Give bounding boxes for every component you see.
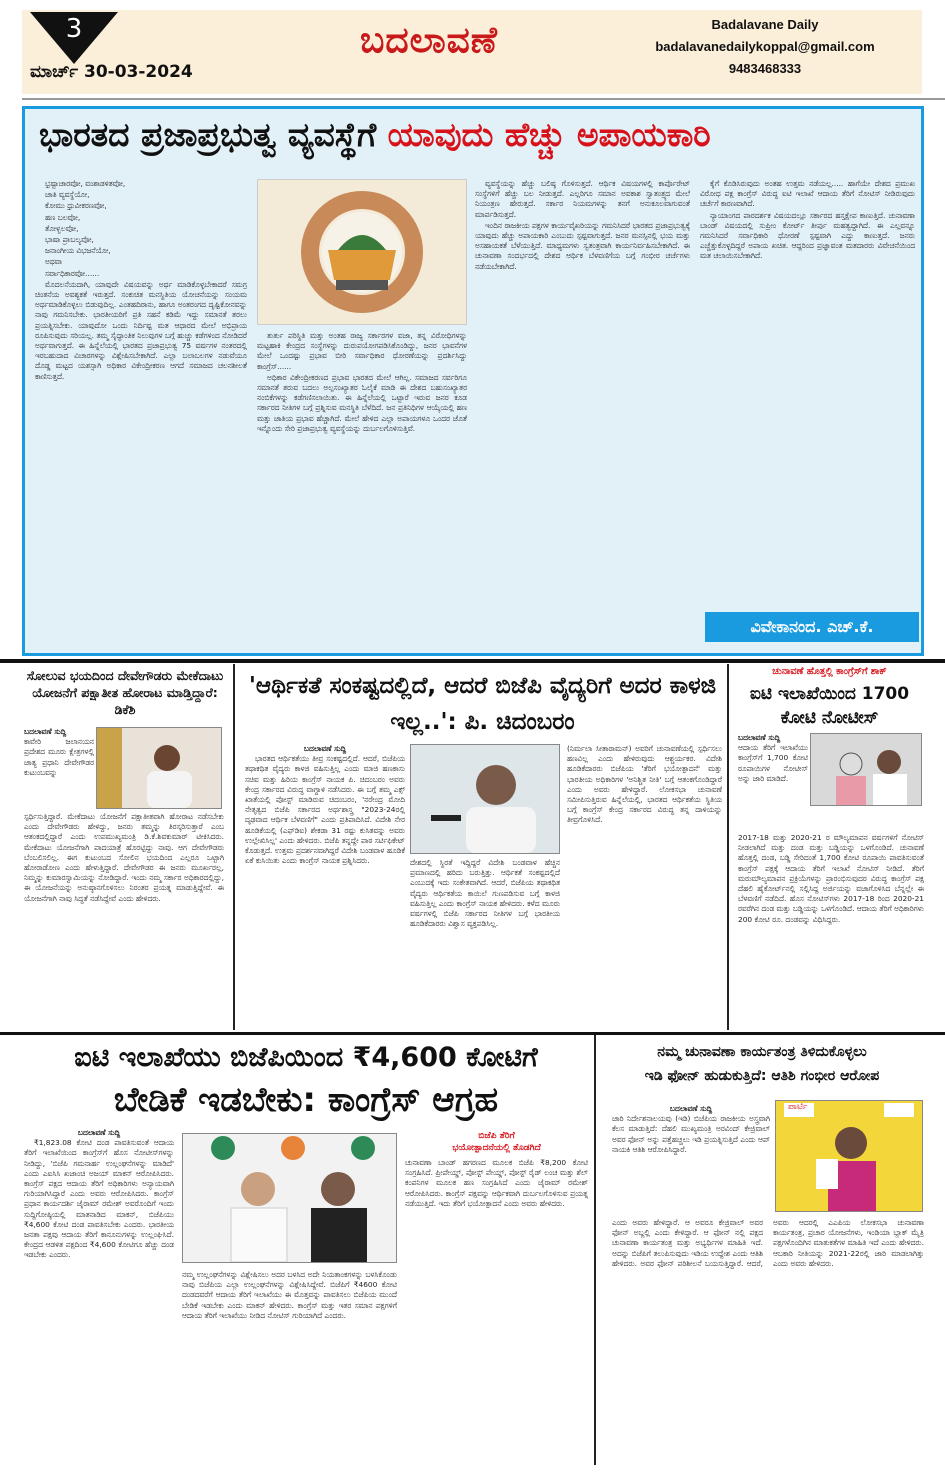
para: ಕೈಗೆ ಕೊಡಿಸಿರುವುದು ಅಂತಹ ಉತ್ತಮ ನಡೆಯಲ್ಲ..... ಹಾಗೆಯೇ ದೇಶದ ಪ್ರಮುಖ ವಿರೋಧ ಪಕ್ಷ ಕಾಂಗ್ರೆಸ್ ವಿರುದ್ಧ ಐಟಿ ಇಲಾಖೆ ಆದಾಯ ತೆರಿಗೆ ನೋಟಿಸ್ ನೀಡಿರುವುದು ಚರ್ಚೆಗೆ ಕಾರಣವಾಗಿದೆ. <box>700 179 915 209</box>
issue-date: ಮಾರ್ಚ್ 30-03-2024 <box>30 62 193 82</box>
para: ಭ್ರಷ್ಟಾಚಾರವೋ, ವಂಶಾಡಳಿತವೋ, <box>45 179 126 188</box>
author-byline: ವಿವೇಕಾನಂದ. ಎಚ್.ಕೆ. <box>705 612 919 642</box>
paper-name: Badalavane Daily <box>711 17 819 32</box>
para: ₹1,823.08 ಕೋಟಿ ದಂಡ ಪಾವತಿಸುವಂತೆ ಆದಾಯ ತೆರಿಗೆ ಇಲಾಖೆಯಿಂದ ಕಾಂಗ್ರೆಸ್‌ಗೆ ಹೊಸ ನೋಟೀಸ್‌ಗಳನ್ನು ನೀಡಿದ್ದು, 'ಬಿಜೆಪಿ ಗಮನಾರ್ಹ ಉಲ್ಲಂಘನೆಗಳನ್ನು ಮಾಡಿದೆ' ಎಂದು ಎಐಸಿಸಿ ಖಜಾಂಚಿ ಅಜಯ್ ಮಾಕನ್ ಆರೋಪಿಸಿದರು. ಕಾಂಗ್ರೆಸ್ ಪಕ್ಷದ ಆದಾಯ ತೆರಿಗೆ ಅಧಿಕಾರಿಗಳು ಅನ್ಯಾಯವಾಗಿ ಗುರಿಯಾಗಿಸಿದ್ದಾರೆ ಎಂದು ಅವರು ಆರೋಪಿಸಿದರು. ಕಾಂಗ್ರೆಸ್ ಪ್ರಧಾನ ಕಾರ್ಯದರ್ಶಿ ಜೈರಾಮ್ ರಮೇಶ್ ಅವರೊಂದಿಗೆ ಇಂದು ಸುದ್ದಿಗೋಷ್ಠಿಯಲ್ಲಿ ಮಾತನಾಡಿದ ಮಾಕನ್, ಬಿಜೆಪಿಯು ₹4,600 ಕೋಟಿ ದಂಡ ಪಾವತಿಸಬೇಕು ಎಂದರು. ಭಾರತೀಯ ಜನತಾ ಪಕ್ಷವು ಆದಾಯ ತೆರಿಗೆ ಕಾನೂನುಗಳನ್ನು ಉಲ್ಲಂಘಿಸಿದೆ. ಕೇಂದ್ರದ ಆಡಳಿತ ಪಕ್ಷದಿಂದ ₹4,600 ಕೋಟಿಗೂ ಹೆಚ್ಚು ದಂಡ ಇಡಬೇಕು ಎಂದರು. <box>24 1138 174 1260</box>
headline-line: ಬೇಡಿಕೆ ಇಡಬೇಕು: ಕಾಂಗ್ರೆಸ್ ಆಗ್ರಹ <box>113 1080 499 1120</box>
story-subhead <box>405 1130 588 1154</box>
story-lead <box>24 727 94 807</box>
headline-line: ಇಡಿ ಫೋನ್ ಹುಡುಕುತ್ತಿದೆ: ಆತಿಶಿ ಗಂಭೀರ ಆರೋಪ <box>644 1068 880 1084</box>
story-column: ನಮ್ಮ ಉಲ್ಲಂಘನೆಗಳನ್ನು ವಿಶ್ಲೇಷಿಸಲು ಅದರ ಬಳಸಿದ ಅದೇ ನಿಯತಾಂಕಗಳನ್ನು ಬಳಸಿಕೊಂಡು ನಾವು ಬಿಜೆಪಿಯ ಎಲ್ಲಾ ಉಲ್ಲಂಘನೆಗಳನ್ನು ವಿಶ್ಲೇಷಿಸಿದ್ದೇವೆ. ಬಿಜೆಪಿಗೆ ₹4600 ಕೋಟಿ ದಂಡದವರೆಗೆ ಆದಾಯ ತೆರಿಗೆ ಇಲಾಖೆಯು ಈ ಮೊತ್ತವನ್ನು ಪಾವತಿಸಲು ಬಿಜೆಪಿಯ ಮುಂದೆ ಬೇಡಿಕೆ ಇಡಬೇಕು ಎಂದು ಮಾಕನ್ ಹೇಳಿದರು. ಕಾಂಗ್ರೆಸ್ ಮತ್ತು ಇತರ ಸಮಾನ ಪಕ್ಷಗಳಿಗೆ ಆದಾಯ ತೆರಿಗೆ ಇಲಾಖೆಯು ನೀಡಿದ ನೋಟಿಸ್ ಗುರಿಯಾಗಿದೆ ಎಂದರು. <box>182 1270 397 1320</box>
para: ಇಂದಿನ ರಾಜಕೀಯ ಪಕ್ಷಗಳ ಕಾರ್ಯವೈಖರಿಯನ್ನು ಗಮನಿಸಿದರೆ ಭಾರತದ ಪ್ರಜಾಪ್ರಭುತ್ವಕ್ಕೆ ಯಾವುದು ಹೆಚ್ಚು ಅಪಾಯಕಾರಿ ಎಂಬುದು ಸ್ಪಷ್ಟವಾಗುತ್ತದೆ. ಜನರ ಮನಸ್ಸಿನಲ್ಲಿ ಭಯ ಮತ್ತು ಅಸಹಾಯಕತೆ ಬೆಳೆಯುತ್ತಿದೆ. ಮಾಧ್ಯಮಗಳು ಸ್ವತಂತ್ರವಾಗಿ ಕಾರ್ಯನಿರ್ವಹಿಸಬೇಕಾಗಿದೆ. ಈ ಚುನಾವಣಾ ಸಂದರ್ಭದಲ್ಲಿ ದೇಶದ ಆರ್ಥಿಕ ಬೆಳವಣಿಗೆಯ ಬಗ್ಗೆ ಗಂಭೀರ ಚರ್ಚೆಗಳು ನಡೆಯಬೇಕಾಗಿದೆ. <box>475 220 690 271</box>
headline-part: ಭಾರತದ ಪ್ರಜಾಪ್ರಭುತ್ವ ವ್ಯವಸ್ಥೆಗೆ <box>39 115 388 154</box>
atishi-photo <box>775 1100 923 1212</box>
lead-article <box>22 106 924 656</box>
column-divider <box>233 664 235 1030</box>
credit: ಬದಲಾವಣೆ ಸುದ್ದಿ <box>24 727 67 736</box>
para: ನ್ಯಾಯಾಂಗದ ಪಾರದರ್ಶಕ ವಿಷಯದಲ್ಲೂ ಸರ್ಕಾರದ ಹಸ್ತಕ್ಷೇಪ ಕಾಣುತ್ತಿದೆ. ಚುನಾವಣಾ ಬಾಂಡ್ ವಿಷಯದಲ್ಲಿ ಸುಪ್ರೀಂ ಕೋರ್ಟ್ ತೀರ್ಪು ಮಹತ್ವದ್ದಾಗಿದೆ. ಈ ಎಲ್ಲವನ್ನೂ ಗಮನಿಸಿದರೆ ಸರ್ವಾಧಿಕಾರಿ ಧೋರಣೆ ಸ್ಪಷ್ಟವಾಗಿ ಎದ್ದು ಕಾಣುತ್ತದೆ. ಜನರು ಎಚ್ಚೆತ್ತುಕೊಳ್ಳದಿದ್ದರೆ ಅಪಾಯ ಖಚಿತ. ಆದ್ದರಿಂದ ಪ್ರಜ್ಞಾವಂತ ಮತದಾರರು ವಿವೇಚನೆಯಿಂದ ಮತ ಚಲಾಯಿಸಬೇಕಾಗಿದೆ. <box>700 210 915 261</box>
credit: ಬದಲಾವಣೆ ಸುದ್ದಿ <box>303 744 347 753</box>
contact-info <box>640 14 890 80</box>
divider <box>0 659 945 663</box>
lead-column-4 <box>700 179 915 604</box>
story-lead <box>612 1104 770 1216</box>
headline-line: ನಮ್ಮ ಚುನಾವಣಾ ಕಾರ್ಯತಂತ್ರ ತಿಳಿದುಕೊಳ್ಳಲು <box>657 1044 867 1060</box>
headline-part-red: ಯಾವುದು ಹೆಚ್ಚು ಅಪಾಯಕಾರಿ <box>387 115 711 154</box>
para: ತುರ್ತು ಪರಿಸ್ಥಿತಿ ಮತ್ತು ಅಂತಹ ರಾಜ್ಯ ಸರ್ಕಾರಗಳ ವಜಾ, ತನ್ನ ವಿರೋಧಿಗಳನ್ನು ಮಟ್ಟಹಾಕಿ ಕೇಂದ್ರದ ಸಂಸ್ಥೆಗಳನ್ನು ದುರುಪಯೋಗಪಡಿಸಿಕೊಂಡಿದ್ದು, ಜನರ ಭಾವನೆಗಳ ಮೇಲೆ ಒಂದಷ್ಟು ಪ್ರಭಾವ ಬೀರಿ ಸರ್ವಾಧಿಕಾರ ಧೋರಣೆಯನ್ನು ಪ್ರದರ್ಶಿಸಿದ್ದು ಕಾಂಗ್ರೆಸ್...... <box>257 331 467 371</box>
divider <box>0 1032 945 1035</box>
story-column: (ನಿರ್ಮಲಾ ಸೀತಾರಾಮನ್) ಅವರಿಗೆ ಚುನಾವಣೆಯಲ್ಲಿ ಸ್ಪರ್ಧಿಸಲು ಹಣವಿಲ್ಲ ಎಂದು ಹೇಳಿರುವುದು ಆಶ್ಚರ್ಯಕರ. ವಿದೇಶಿ ಹೂಡಿಕೆದಾರರು ಬಿಜೆಪಿಯ 'ತೆರಿಗೆ ಭಯೋತ್ಪಾದನೆ' ಮತ್ತು ಭಾರತೀಯ ಅಧಿಕಾರಿಗಳ 'ಅನಿಶ್ಚಿತ ನೀತಿ' ಬಗ್ಗೆ ಆತಂಕಗೊಂಡಿದ್ದಾರೆ ಎಂದು ಅವರು ಹೇಳಿದ್ದಾರೆ. ಲೋಕಸಭಾ ಚುನಾವಣೆ ಸಮೀಪಿಸುತ್ತಿರುವ ಹಿನ್ನೆಲೆಯಲ್ಲಿ, ಭಾರತದ ಆರ್ಥಿಕತೆಯ ಸ್ಥಿತಿಯ ಬಗ್ಗೆ ಕಾಂಗ್ರೆಸ್ ಕೇಂದ್ರ ಸರ್ಕಾರದ ವಿರುದ್ಧ ತನ್ನ ದಾಳಿಯನ್ನು ತೀವ್ರಗೊಳಿಸಿದೆ. <box>567 744 722 825</box>
para: ಭಾರತದ ಆರ್ಥಿಕತೆಯು ತೀವ್ರ ಸಂಕಷ್ಟದಲ್ಲಿದೆ. ಆದರೆ, ಬಿಜೆಪಿಯ ತಥಾಕಥಿತ ವೈದ್ಯರು ಕಾಳಜಿ ವಹಿಸುತ್ತಿಲ್ಲ ಎಂದು ಮಾಜಿ ಹಣಕಾಸು ಸಚಿವ ಮತ್ತು ಹಿರಿಯ ಕಾಂಗ್ರೆಸ್ ನಾಯಕ ಪಿ. ಚಿದಂಬರಂ ಅವರು ಕೇಂದ್ರ ಸರ್ಕಾರದ ವಿರುದ್ಧ ವಾಗ್ದಾಳಿ ನಡೆಸಿದರು. ಈ ಬಗ್ಗೆ ತಮ್ಮ ಎಕ್ಸ್ ಖಾತೆಯಲ್ಲಿ ಪೋಸ್ಟ್ ಮಾಡಿರುವ ಚಿದಂಬರಂ, 'ನರೇಂದ್ರ ಮೋದಿ ನೇತೃತ್ವದ ಬಿಜೆಪಿ ಸರ್ಕಾರದ ಅರ್ಥಶಾಸ್ತ್ರ "2023-24ರಲ್ಲಿ ದೃಢವಾದ ಆರ್ಥಿಕ ಬೆಳವಣಿಗೆ" ಎಂದು ಪ್ರತಿಪಾದಿಸಿದೆ. ವಿದೇಶಿ ನೇರ ಹೂಡಿಕೆಯಲ್ಲಿ (ಎಫ್‌ಡಿಐ) ಶೇಕಡಾ 31 ರಷ್ಟು ಕುಸಿತವನ್ನು ಅವರು ಉಲ್ಲೇಖಿಸಿಲ್ಲ' ಎಂದು ಹೇಳಿದರು. ಬಿಜೆಪಿ ತನ್ನದ್ದೇ ಪಾಠ ಸರ್ಟಿಫಿಕೇಟ್ ಕೊಡುತ್ತದೆ. ಉತ್ತಮ ಪ್ರದರ್ಶನವಾಗಿದ್ದರೆ ವಿದೇಶಿ ಬಂಡವಾಳ ಹೂಡಿಕೆ ಏಕೆ ಕುಸಿಯಿತು ಎಂದು ಕಾಂಗ್ರೆಸ್ ನಾಯಕ ಪ್ರಶ್ನಿಸಿದರು. <box>245 754 405 866</box>
story-headline <box>22 1037 590 1121</box>
story-body: 2017-18 ಮತ್ತು 2020-21 ರ ಮೌಲ್ಯಮಾಪನ ವರ್ಷಗಳಿಗೆ ನೋಟಿಸ್ ನೀಡಲಾಗಿದೆ ಮತ್ತು ದಂಡ ಮತ್ತು ಬಡ್ಡಿಯನ್ನು ಒಳಗೊಂಡಿದೆ. ಚುನಾವಣೆ ಹೊತ್ತಲ್ಲಿ ದಂಡ, ಬಡ್ಡಿ ಸೇರಿದಂತೆ 1,700 ಕೋಟಿ ರೂಪಾಯಿ ಪಾವತಿಸುವಂತೆ ಕಾಂಗ್ರೆಸ್ ಪಕ್ಷಕ್ಕೆ ಆದಾಯ ತೆರಿಗೆ ಇಲಾಖೆ ನೋಟಿಸ್ ನೀಡಿದೆ. ತೆರಿಗೆ ಮರುಮೌಲ್ಯಮಾಪನ ಪ್ರಕ್ರಿಯೆಗಳನ್ನು ಪ್ರಾರಂಭಿಸುವುದರ ವಿರುದ್ಧ ಕಾಂಗ್ರೆಸ್ ಪಕ್ಷ ದೆಹಲಿ ಹೈಕೋರ್ಟ್‌ನಲ್ಲಿ ಸಲ್ಲಿಸಿದ್ದ ಅರ್ಜಿಯನ್ನು ವಜಾಗೊಳಿಸಿದ ಬೆನ್ನಲ್ಲೇ ಈ ಬೆಳವಣಿಗೆ ನಡೆದಿದೆ. ಹೊಸ ನೋಟಿಸ್‌ಗಳು 2017-18 ರಿಂದ 2020-21 ರವರೆಗಿನ ದಂಡ ಮತ್ತು ಬಡ್ಡಿಯನ್ನು ಒಳಗೊಂಡಿದೆ. ಆದಾಯ ತೆರಿಗೆ ಅಧಿಕಾರಿಗಳು 200 ಕೋಟಿ ರೂ. ದಂಡವನ್ನು ವಿಧಿಸಿದ್ದರು. <box>738 833 924 924</box>
lead-headline <box>39 115 919 155</box>
story-lead <box>738 733 808 833</box>
story-column: ದೇಶದಲ್ಲಿ ಸ್ಥಿರತೆ ಇದ್ದಿದ್ದರೆ ವಿದೇಶಿ ಬಂಡವಾಳ ಹೆಚ್ಚಿನ ಪ್ರಮಾಣದಲ್ಲಿ ಹರಿದು ಬರುತ್ತಿತ್ತು. ಆರ್ಥಿಕತೆ ಸಂಕಷ್ಟದಲ್ಲಿದೆ ಎಂಬುದಕ್ಕೆ ಇದು ಸಂಕೇತವಾಗಿದೆ. ಆದರೆ, ಬಿಜೆಪಿಯ ತಥಾಕಥಿತ ವೈದ್ಯರು ಆರ್ಥಿಕತೆಯ ಕಾಯಿಲೆ ಗುಣಪಡಿಸುವ ಬಗ್ಗೆ ಕಾಳಜಿ ವಹಿಸುತ್ತಿಲ್ಲ ಎಂದು ಕಾಂಗ್ರೆಸ್ ನಾಯಕ ಹೇಳಿದರು. ಕಳೆದ ಮೂರು ವರ್ಷಗಳಲ್ಲಿ ಬಿಜೆಪಿ ಸರ್ಕಾರದ ನೀತಿಗಳ ಬಗ್ಗೆ ಭಾರತೀಯ ಹೂಡಿಕೆದಾರರು ವಿಶ್ವಾಸ ವ್ಯಕ್ತಪಡಿಸಿಲ್ಲ. <box>410 858 560 929</box>
story-body: ಎಂದು ಅವರು ಹೇಳಿದ್ದಾರೆ. ಆ ಅವರೂ ಕೇಜ್ರಿವಾಲ್ ಅವರ ಫೋನ್ ಅಬ್ದಲ್ಲಿ ಎಂದು ಕೇಳಿದ್ದಾರೆ. ಆ ಫೋನ್ ನಲ್ಲಿ ಪಕ್ಷದ ಚುನಾವಣಾ ಕಾರ್ಯತಂತ್ರ ಮತ್ತು ಅಭ್ಯರ್ಥಿಗಳ ಮಾಹಿತಿ ಇದೆ. ಅದನ್ನು ಬಿಜೆಪಿಗೆ ತಲುಪಿಸುವುದು ಇಡಿಯ ಉದ್ದೇಶ ಎಂದು ಆತಿಶಿ ಹೇಳಿದರು. ಅವರ ಫೋನ್ ಪರಿಶೀಲನೆ ಬಯಸುತ್ತಿದ್ದಾರೆ. ಆದರೆ, ಅವರು ಆದರಲ್ಲಿ ಎಎಪಿಯ ಲೋಕಸಭಾ ಚುನಾವಣಾ ಕಾರ್ಯತಂತ್ರ, ಪ್ರಚಾರ ಯೋಜನೆಗಳು, ಇಂಡಿಯಾ ಬ್ಲಾಕ್ ಮೈತ್ರಿ ಪಕ್ಷಗಳೊಂದಿಗಿನ ಮಾತುಕತೆಗಳ ಮಾಹಿತಿ ಇದೆ ಎಂದು ಹೇಳಿದರು. ಆಬಕಾರಿ ನೀತಿಯನ್ನು 2021-22ರಲ್ಲಿ ಜಾರಿ ಮಾಡಲಾಗಿತ್ತು ಎಂದು ಅವರು ಹೇಳಿದರು. <box>612 1218 924 1268</box>
para: ಹಣ ಬಲವೋ, <box>45 212 81 222</box>
story-column: ಚುನಾವಣಾ ಬಾಂಡ್ ಹಗರಣದ ಮೂಲಕ ಬಿಜೆಪಿ ₹8,200 ಕೋಟಿ ಸಂಗ್ರಹಿಸಿದೆ. ಪ್ರೀಪೇಯ್ಡ್, ಪೋಸ್ಟ್ ಪೇಯ್ಡ್, ಪೋಸ್ಟ್ ರೈಡ್ ಲಂಚ ಮತ್ತು ಶೆಲ್ ಕಂಪನಿಗಳ ಮೂಲಕ ಹಣ ಸಂಗ್ರಹಿಸಿದೆ ಎಂದು ಜೈರಾಮ್ ರಮೇಶ್ ಆರೋಪಿಸಿದರು. ಕಾಂಗ್ರೆಸ್ ಪಕ್ಷವನ್ನು ಆರ್ಥಿಕವಾಗಿ ದುರ್ಬಲಗೊಳಿಸುವ ಪ್ರಯತ್ನ ನಡೆಯುತ್ತಿದೆ. ಇದು ತೆರಿಗೆ ಭಯೋತ್ಪಾದನೆ ಎಂದು ಅವರು ಹೇಳಿದರು. <box>405 1158 588 1208</box>
story-column <box>245 744 405 1026</box>
email[interactable]: badalavanedailykoppal@gmail.com <box>655 39 875 54</box>
para: ತೋಳ್ಬಲವೋ, <box>45 223 79 233</box>
story-column <box>24 1128 174 1463</box>
photo-sign: ಪಾರ್ಟಿ <box>788 1102 808 1112</box>
story-headline: ಸೋಲುವ ಭಯದಿಂದ ದೇವೇಗೌಡರು ಮೇಕೆದಾಟು ಯೋಜನೆಗೆ ಪಕ್ಷಾತೀತ ಹೋರಾಟ ಮಾಡ್ತಿದ್ದಾರೆ: ಡಿಕೆಶಿ <box>26 668 224 717</box>
page-number: 3 <box>65 14 83 44</box>
lead-text: ಕಾವೇರಿ ಜಲಾನಯನ ಪ್ರದೇಶದ ಮೂರು ಕ್ಷೇತ್ರಗಳಲ್ಲಿ ಜಾತ್ಯ ಪ್ರಧಾನಿ ದೇವೇಗೌಡರ ಕುಟುಂಬವನ್ನು <box>24 737 94 777</box>
congress-press-meet-photo <box>182 1133 397 1263</box>
column-divider <box>594 1035 596 1465</box>
chidambaram-photo <box>410 744 560 854</box>
column-divider <box>727 664 729 1030</box>
subhead-line: ಭಯೋತ್ಪಾದನೆಯಲ್ಲಿ ತೊಡಗಿದೆ <box>452 1143 541 1154</box>
credit: ಬದಲಾವಣೆ ಸುದ್ದಿ <box>77 1128 121 1137</box>
story-headline: 'ಆರ್ಥಿಕತೆ ಸಂಕಷ್ಟದಲ್ಲಿದೆ, ಆದರೆ ಬಿಜೆಪಿ ವೈದ್ಯರಿಗೆ ಅದರ ಕಾಳಜಿ ಇಲ್ಲ..': ಪಿ. ಚಿದಂಬರಂ <box>248 673 717 735</box>
credit: ಬದಲಾವಣೆ ಸುದ್ದಿ <box>738 733 781 742</box>
para: ಭಾಷಾ ಪ್ರಾಬಲ್ಯವೋ, <box>45 235 94 245</box>
story-kicker: ಚುನಾವಣೆ ಹೊತ್ತಲ್ಲಿ ಕಾಂಗ್ರೆಸ್‌ಗೆ ಶಾಕ್ <box>772 666 887 677</box>
para: ಅಥವಾ <box>45 257 62 267</box>
headline-line: ಐಟಿ ಇಲಾಖೆಯು ಬಿಜೆಪಿಯಿಂದ ₹4,600 ಕೋಟಿಗೆ <box>74 1042 538 1073</box>
para: ಜಾತಿ ವ್ಯವಸ್ಥೆಯೋ, <box>45 190 90 200</box>
phone: 9483468333 <box>728 61 802 76</box>
para: ಜನಾಂಗೀಯ ವಿಭಜನೆಯೋ, <box>45 246 111 256</box>
hands-around-parliament-illustration <box>257 179 467 325</box>
para: ಮೊದಲನೆಯದಾಗಿ, ಯಾವುದೇ ವಿಷಯವನ್ನು ಅರ್ಥ ಮಾಡಿಕೊಳ್ಳಬೇಕಾದರೆ ಸಮಗ್ರ ಚಿಂತನೆಯ ಅವಶ್ಯಕತೆ ಇರುತ್ತದೆ. ಸಂಕುಚಿತ ಮನಸ್ಥಿತಿಯ ಯೋಚನೆಯನ್ನು ಸಂಯಮ ಅರ್ಥಮಾಡಿಕೊಳ್ಳಲು ಬಿಡುವುದಿಲ್ಲ. ಎಂತಹದಿರಾನು, ಹಾಗೂ ಅಂತರಂಗದ ದೃಷ್ಟಿಕೋನವನ್ನು ನಾವು ಗಮನಿಸಬೇಕು. ಭಾರತೀಯರಿಗೆ ಪ್ರತಿ ಸಹನೆ ಕಡಿಮೆ ಇದ್ದು ಸಮಾನತೆ ತರಲು ಪ್ರಯತ್ನಿಸಬೇಕು. ಯಾವುದೋ ಒಂದು ನಿರ್ದಿಷ್ಟ ಮತ ಆಧಾರದ ಮೇಲೆ ಅಭಿಪ್ರಾಯ ರೂಪಿಸುವುದು ಸರಿಯಲ್ಲ. ತಮ್ಮ ಸೈದ್ಧಾಂತಿಕ ನಿಲುವುಗಳ ಬಗ್ಗೆ ಹುಚ್ಚು ಕಡೆಗಳಿಂದ ನೋಡಿದರೆ ಅರ್ಥವಾಗುತ್ತದೆ. ಈ ಹಿನ್ನೆಲೆಯಲ್ಲಿ ಭಾರತದ ಪ್ರಜಾಪ್ರಭುತ್ವ 75 ವರ್ಷಗಳ ನಂತರದಲ್ಲಿ ಇರಬಹುದಾದ ವಿಚಾರಗಳನ್ನು ವಿಶ್ಲೇಷಿಸಬೇಕಾಗಿದೆ. ಎಲ್ಲಾ ಬಲಾಬಲಗಳ ನಡುವೆಯೂ ದೊಡ್ಡ ಮಟ್ಟದ ಯಶಸ್ಸಾಗಿ ಅಧಿಕಾರ ವಿಕೇಂದ್ರೀಕರಣ ಆಗದೆ ಸಮಾಜದ ಚಲನಶೀಲತೆ ಕಾಣಿಸುತ್ತದೆ. <box>35 279 247 381</box>
lead-column-2 <box>257 331 467 649</box>
lead-column-3 <box>475 179 690 649</box>
story-headline <box>598 1040 926 1088</box>
para: ಸರ್ವಾಧಿಕಾರವೋ...... <box>45 268 100 278</box>
subhead-line: ಬಿಜೆಪಿ ತೆರಿಗೆ <box>478 1131 515 1141</box>
credit: ಬದಲಾವಣೆ ಸುದ್ದಿ <box>669 1104 713 1113</box>
dk-shivakumar-photo <box>96 727 222 809</box>
newspaper-logo: ಬದಲಾವಣೆ <box>360 20 498 61</box>
para: ಅಧಿಕಾರ ವಿಕೇಂದ್ರೀಕರಣದ ಪ್ರಭಾವ ಭಾರತದ ಮೇಲೆ ಆಗಿಲ್ಲ. ಸಮಾಜದ ಸರ್ವರಿಗೂ ಸಮಾನತೆ ತರುವ ಬದಲು ಅಲ್ಪಸಂಖ್ಯಾತರ ಓಲೈಕೆ ಮಾಡಿ ಈ ದೇಶದ ಬಹುಸಂಖ್ಯಾತರ ನಂಬಿಕೆಗಳನ್ನು ಕಡೆಗಣಿಸಲಾಯಿತು. ಈ ಹಿನ್ನೆಲೆಯಲ್ಲಿ ಒಟ್ಟಾರೆ ಇರುವ ಜನರ ಕೂಡ ಸರ್ಕಾರದ ನೀತಿಗಳ ಬಗ್ಗೆ ಪ್ರಶ್ನಿಸುವ ಮನಸ್ಥಿತಿ ಬೆಳೆದಿದೆ. ಜನ ಪ್ರತಿನಿಧಿಗಳ ಆಯ್ಕೆಯಲ್ಲಿ ಹಣ ಮತ್ತು ಜಾತಿಯ ಪ್ರಭಾವ ಹೆಚ್ಚಾಗಿದೆ. ಮೇಲೆ ಹೇಳಿದ ಎಲ್ಲಾ ಅಪಾಯಗಳೂ ಒಂದರ ಜೊತೆ ಇನ್ನೊಂದು ಸೇರಿ ಪ್ರಜಾಪ್ರಭುತ್ವ ವ್ಯವಸ್ಥೆಯನ್ನು ದುರ್ಬಲಗೊಳಿಸುತ್ತಿವೆ. <box>257 372 467 433</box>
sonia-rahul-photo <box>810 733 922 806</box>
lead-text: ಜಾರಿ ನಿರ್ದೇಶನಾಲಯವು (ಇಡಿ) ಬಿಜೆಪಿಯ ರಾಜಕೀಯ ಅಸ್ತ್ರವಾಗಿ ಕೆಲಸ ಮಾಡುತ್ತಿದೆ: ದೆಹಲಿ ಮುಖ್ಯಮಂತ್ರಿ ಅರವಿಂದ್ ಕೇಜ್ರಿವಾಲ್ ಅವರ ಫೋನ್ ಅನ್ನು ಪತ್ತೆಹಚ್ಚಲು ಇಡಿ ಪ್ರಯತ್ನಿಸುತ್ತಿದೆ ಎಂದು ಆಪ್ ನಾಯಕಿ ಆತಿಶಿ ಆರೋಪಿಸಿದ್ದಾರೆ. <box>612 1114 770 1154</box>
para: ಕೋಮು ಧ್ರುವೀಕರಣವೋ, <box>45 201 107 211</box>
story-body: ಸ್ಪರ್ಧಿಸುತ್ತಿದ್ದಾರೆ. ಮೇಕೆದಾಟು ಯೋಜನೆಗೆ ಪಕ್ಷಾತೀತವಾಗಿ ಹೋರಾಟ ನಡೆಸಬೇಕು ಎಂದು ದೇವೇಗೌಡರು ಹೇಳಿದ್ದು, ಜನರು ತಮ್ಮನ್ನು ತಿರಸ್ಕರಿಸುತ್ತಾರೆ ಎಂಬ ಆತಂಕದಲ್ಲಿದ್ದಾರೆ ಎಂದು ಉಪಮುಖ್ಯಮಂತ್ರಿ ಡಿ.ಕೆ.ಶಿವಕುಮಾರ್ ಟೀಕಿಸಿದರು. ಮೇಕೆದಾಟು ಯೋಜನೆಗಾಗಿ ಪಾದಯಾತ್ರೆ ಹೊರಟ್ಟಿದ್ದು ನಾವು. ಆಗ ದೇವೇಗೌಡರು ಬೆಂಬಲಿಸಲಿಲ್ಲ. ಈಗ ಕುಟುಂಬದ ಸೋಲಿನ ಭಯದಿಂದ ಎಲ್ಲರೂ ಒಟ್ಟಾಗಿ ಹೋರಾಡೋಣ ಎಂದು ಹೇಳುತ್ತಿದ್ದಾರೆ. ದೇವೇಗೌಡರ ಈ ಜನರು ಮೂರ್ಖರಲ್ಲ, ನಿಮ್ಮನ್ನು ಕುಮಾರಸ್ವಾಮಿಯನ್ನು ನೋಡಿದ್ದಾರೆ. ಇಂದು ನಮ್ಮ ಸರ್ಕಾರ ಅಧಿಕಾರದಲ್ಲಿದ್ದು, ಈ ಯೋಜನೆಯನ್ನು ಅನುಷ್ಠಾನಗೊಳಿಸಲು ನಿರಂತರ ಪ್ರಯತ್ನ ಮಾಡುತ್ತಿದ್ದೇವೆ. ಈ ಯೋಜನೆಗಾಗಿ ನಾವು ಸಿದ್ಧತೆ ನಡೆಸಿದ್ದೇವೆ ಎಂದು ಹೇಳಿದರು. <box>24 812 224 903</box>
lead-column-1 <box>35 179 247 649</box>
divider <box>22 98 945 100</box>
story-headline: ಐಟಿ ಇಲಾಖೆಯಿಂದ 1700 ಕೋಟಿ ನೋಟೀಸ್ <box>749 684 910 728</box>
lead-text: ಆದಾಯ ತೆರಿಗೆ ಇಲಾಖೆಯು ಕಾಂಗ್ರೆಸ್‌ಗೆ 1,700 ಕೋಟಿ ರೂಪಾಯಿಗಳ ನೋಟೀಸ್ ಅನ್ನು ಜಾರಿ ಮಾಡಿದೆ. <box>738 743 808 783</box>
para: ವ್ಯವಸ್ಥೆಯನ್ನು ಹೆಚ್ಚು ಬಲಿಷ್ಠ ಗೊಳಿಸುತ್ತದೆ. ಆರ್ಥಿಕ ವಿಷಯಗಳಲ್ಲಿ ಕಾರ್ಪೊರೇಟ್ ಸಂಸ್ಥೆಗಳಿಗೆ ಹೆಚ್ಚು ಬಲ ನೀಡುತ್ತದೆ. ಎಲ್ಲರಿಗೂ ಸಮಾನ ಅವಕಾಶ ಸ್ವಾತಂತ್ರ್ಯದ ಮೇಲೆ ನಿಯಂತ್ರಣ ಹೇರುತ್ತದೆ. ಸರ್ಕಾರ ನಿಯಮಗಳನ್ನು ತನಗೆ ಅನುಕೂಲವಾಗುವಂತೆ ಮಾರ್ಪಡಿಸುತ್ತದೆ. <box>475 179 690 219</box>
